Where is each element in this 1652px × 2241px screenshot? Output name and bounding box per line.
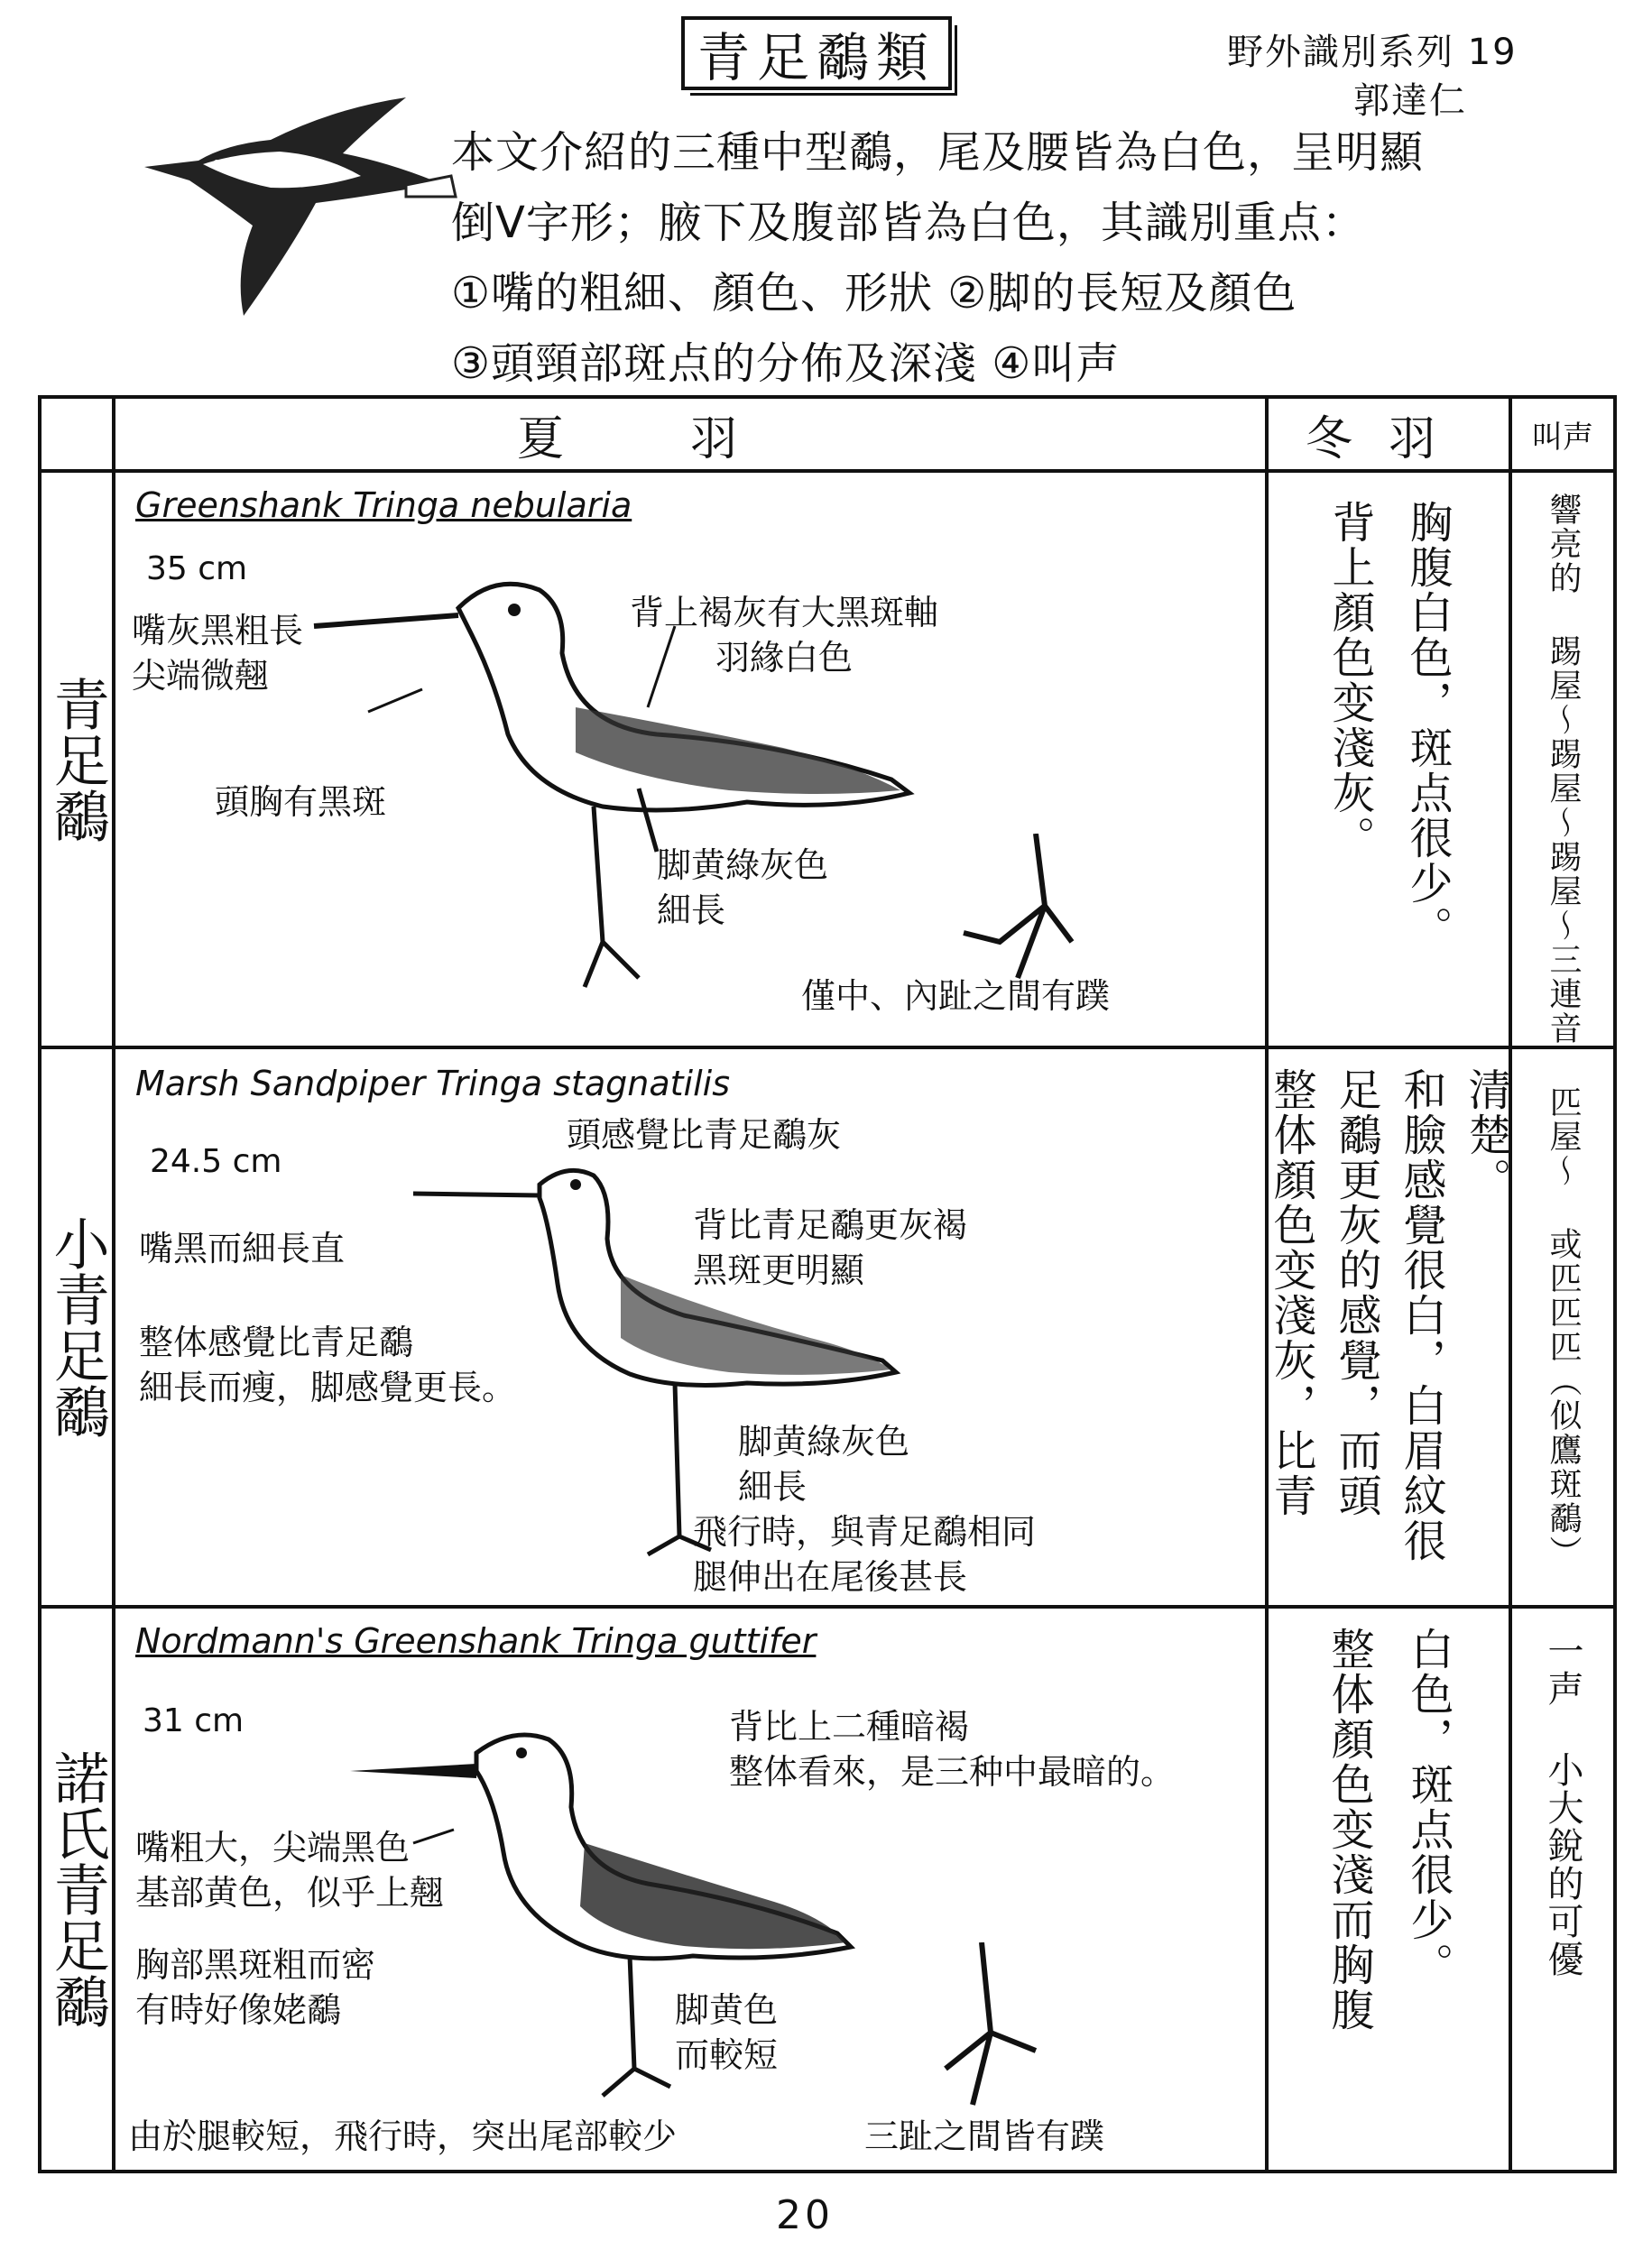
- intro-line-2: 倒V字形；腋下及腹部皆為白色，其識別重点：: [451, 198, 1366, 248]
- species-size: 31 cm: [143, 1702, 245, 1739]
- note-flight: 由於腿較短，飛行時，突出尾部較少: [128, 2116, 678, 2156]
- summer-cell: [114, 1607, 1267, 2172]
- species-name-en: Greenshank Tringa nebularia: [135, 485, 632, 525]
- page-number: 20: [776, 2192, 834, 2238]
- call-text: 匹屋～ 或匹匹匹（似鷹斑鷸）: [1545, 1085, 1582, 1570]
- nordmanns-greenshank-illustration: [332, 1717, 909, 2132]
- call-text: 響亮的 踢屋～踢屋～踢屋～三連音: [1545, 493, 1582, 1046]
- greenshank-illustration: [278, 554, 1000, 1023]
- call-text: 一声 小大銳的可優: [1542, 1632, 1583, 1978]
- header-winter-plumage: 冬羽: [1267, 397, 1510, 471]
- call-cell: [1510, 1607, 1615, 2172]
- series-label: 野外識別系列 19: [1227, 32, 1518, 73]
- note-breast: 頭胸有黑斑: [215, 782, 387, 822]
- summer-cell: [114, 1047, 1267, 1607]
- intro-line-1: 本文介紹的三種中型鷸，尾及腰皆為白色，呈明顯: [451, 127, 1425, 178]
- marsh-sandpiper-illustration: [404, 1157, 982, 1591]
- winter-text-3: 足鷸更灰的感覺，而頭: [1331, 1067, 1381, 1518]
- winter-text-1: 白色，斑点很少。: [1403, 1627, 1454, 1987]
- intro-line-3: ①嘴的粗細、顏色、形狀 ②脚的長短及顏色: [451, 268, 1297, 318]
- page-title: 青足鷸類: [681, 16, 952, 90]
- note-bill: 嘴粗大，尖端黑色 基部黄色，似乎上翹: [135, 1828, 445, 1913]
- note-bill: 嘴黑而細長直: [139, 1229, 346, 1268]
- winter-cell: [1267, 1047, 1510, 1607]
- header-blank-cell: [40, 397, 114, 471]
- note-head: 頭感覺比青足鷸灰: [567, 1115, 842, 1155]
- table-row: [40, 471, 1615, 1047]
- winter-text-1: 胸腹白色，斑点很少。: [1402, 500, 1453, 951]
- winter-text-2: 背上顏色变淺灰。: [1324, 500, 1375, 861]
- note-flight: 飛行時，與青足鷸相同 腿伸出在尾後甚長: [693, 1512, 1037, 1597]
- species-name-zh: 青足鷸: [44, 675, 111, 844]
- table-row: [40, 1607, 1615, 2172]
- greenshank-foot-illustration: [946, 834, 1090, 996]
- call-cell: [1510, 1047, 1615, 1607]
- author-name: 郭達仁: [1353, 80, 1467, 122]
- note-back: 背比青足鷸更灰褐 黑斑更明顯: [693, 1205, 968, 1290]
- nordmanns-foot-illustration: [909, 1942, 1054, 2123]
- call-cell: [1510, 471, 1615, 1047]
- species-size: 35 cm: [146, 550, 248, 587]
- note-breast: 胸部黑斑粗而密 有時好像姥鷸: [135, 1945, 376, 2030]
- winter-cell: [1267, 1607, 1510, 2172]
- species-name-zh: 諾氏青足鷸: [44, 1749, 111, 2029]
- species-table: [38, 395, 1617, 2173]
- note-back: 背比上二種暗褐 整体看來，是三种中最暗的。: [729, 1707, 1176, 1792]
- winter-text-4: 整体顏色变淺灰，比青: [1266, 1067, 1316, 1518]
- species-name-zh: 小青足鷸: [44, 1215, 111, 1439]
- species-name-en: Nordmann's Greenshank Tringa guttifer: [135, 1621, 817, 1661]
- note-body: 整体感覺比青足鷸 細長而瘦，脚感覺更長。: [139, 1323, 517, 1407]
- note-bill: 嘴灰黑粗長 尖端微翹: [132, 611, 304, 696]
- note-back: 背上褐灰有大黑斑軸 羽緣白色: [630, 593, 939, 678]
- intro-line-4: ③頭頸部斑点的分佈及深淺 ④叫声: [451, 338, 1121, 389]
- winter-text-1: 清楚。: [1461, 1067, 1511, 1203]
- table-row: [40, 1047, 1615, 1607]
- note-legs: 脚黄綠灰色 細長: [657, 845, 829, 930]
- summer-cell: [114, 471, 1267, 1047]
- species-size: 24.5 cm: [150, 1143, 282, 1180]
- species-name-en: Marsh Sandpiper Tringa stagnatilis: [135, 1064, 731, 1103]
- flying-bird-illustration: [135, 90, 478, 325]
- note-legs: 脚黄綠灰色 細長: [738, 1422, 910, 1507]
- header-call: 叫声: [1510, 397, 1615, 471]
- note-feet: 僅中、內趾之間有蹼: [801, 976, 1111, 1016]
- winter-text-2: 整体顏色变淺而胸腹: [1324, 1627, 1374, 2033]
- header-summer-plumage: 夏羽: [114, 397, 1267, 471]
- note-legs: 脚黄色 而較短: [675, 1990, 779, 2075]
- winter-cell: [1267, 471, 1510, 1047]
- winter-text-2: 和臉感覺很白，白眉紋很: [1396, 1067, 1446, 1563]
- note-feet: 三趾之間皆有蹼: [864, 2116, 1105, 2156]
